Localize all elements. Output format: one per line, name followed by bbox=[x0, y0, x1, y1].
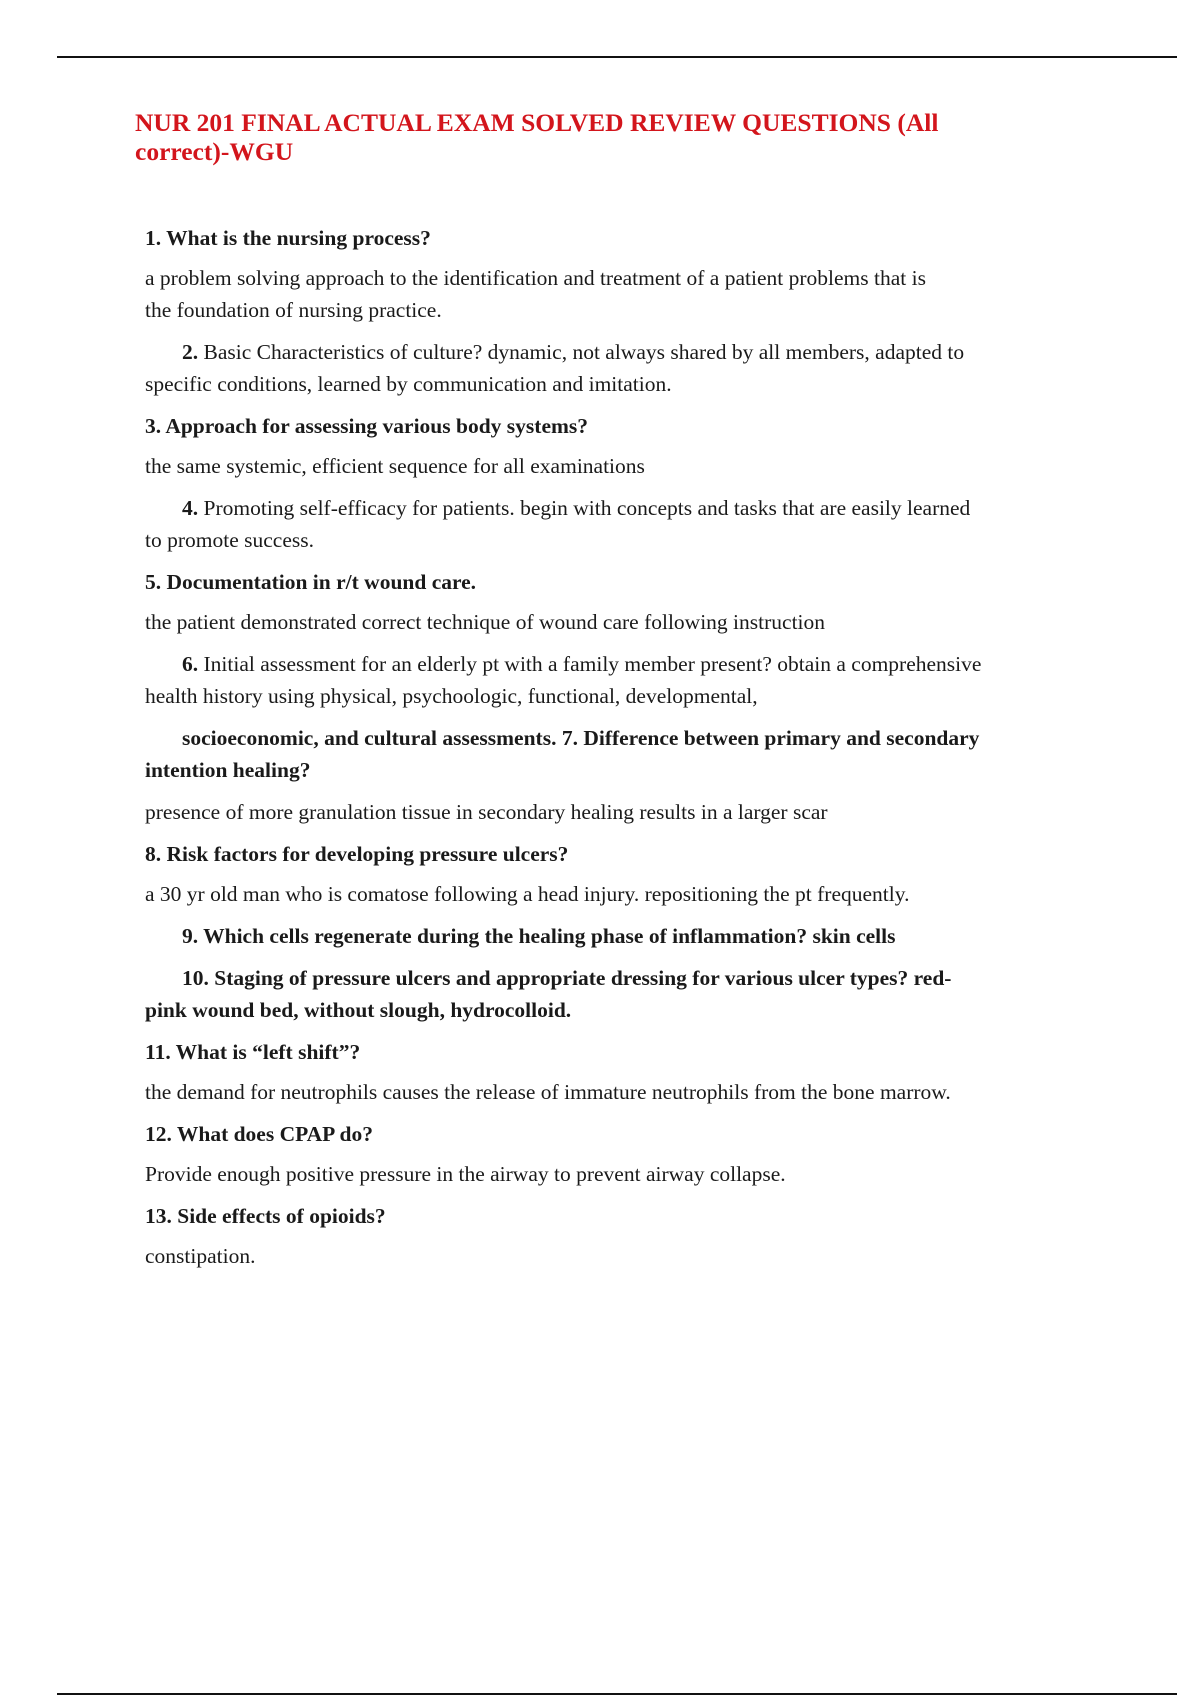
answer-12: Provide enough positive pressure in the airway to prevent airway collapse. bbox=[145, 1162, 786, 1186]
question-10-line-1: 10. Staging of pressure ulcers and appropriate dressing for various ulcer types? red- bbox=[182, 966, 952, 990]
question-6-paragraph bbox=[145, 648, 1080, 712]
answer-7: presence of more granulation tissue in secondary healing results in a larger scar bbox=[145, 800, 828, 824]
answer-1-line-2: the foundation of nursing practice. bbox=[145, 298, 442, 322]
question-7-line-2: intention healing? bbox=[145, 758, 311, 782]
header-rule bbox=[57, 56, 1177, 58]
answer-8: a 30 yr old man who is comatose following a head injury. repositioning the pt frequently. bbox=[145, 882, 910, 906]
question-list bbox=[145, 218, 1080, 1282]
question-4-number: 4. bbox=[182, 496, 199, 520]
question-10-paragraph bbox=[145, 962, 1080, 1026]
question-1: 1. What is the nursing process? bbox=[145, 226, 431, 250]
question-8: 8. Risk factors for developing pressure ulcers? bbox=[145, 842, 569, 866]
footer-rule bbox=[57, 1693, 1177, 1695]
question-4-line-2: to promote success. bbox=[145, 528, 314, 552]
question-2-text: Basic Characteristics of culture? dynamic, not always shared by all members, adapted to bbox=[198, 340, 965, 364]
question-6-number: 6. bbox=[182, 652, 199, 676]
question-6-text: Initial assessment for an elderly pt with a family member present? obtain a comprehensive bbox=[198, 652, 982, 676]
question-13: 13. Side effects of opioids? bbox=[145, 1204, 386, 1228]
answer-5: the patient demonstrated correct technique of wound care following instruction bbox=[145, 610, 826, 634]
answer-11: the demand for neutrophils causes the release of immature neutrophils from the bone marrow. bbox=[145, 1080, 951, 1104]
question-4-paragraph bbox=[145, 492, 1080, 556]
question-2-paragraph bbox=[145, 336, 1080, 400]
answer-13: constipation. bbox=[145, 1244, 256, 1268]
question-11: 11. What is “left shift”? bbox=[145, 1040, 361, 1064]
question-2-number: 2. bbox=[182, 340, 199, 364]
question-5: 5. Documentation in r/t wound care. bbox=[145, 570, 477, 594]
title-line-1: NUR 201 FINAL ACTUAL EXAM SOLVED REVIEW QUESTIONS (All bbox=[135, 108, 939, 137]
question-2-line-2: specific conditions, learned by communication and imitation. bbox=[145, 372, 672, 396]
question-4-text: Promoting self-efficacy for patients. begin with concepts and tasks that are easily learned bbox=[198, 496, 971, 520]
document-title bbox=[135, 108, 1035, 166]
answer-3: the same systemic, efficient sequence for all examinations bbox=[145, 454, 645, 478]
title-line-2: correct)-WGU bbox=[135, 137, 294, 166]
question-10-line-2: pink wound bed, without slough, hydrocolloid. bbox=[145, 998, 572, 1022]
question-12: 12. What does CPAP do? bbox=[145, 1122, 373, 1146]
question-9: 9. Which cells regenerate during the healing phase of inflammation? skin cells bbox=[182, 924, 896, 948]
answer-1-line-1: a problem solving approach to the identification and treatment of a patient problems that is bbox=[145, 266, 926, 290]
question-3: 3. Approach for assessing various body systems? bbox=[145, 414, 589, 438]
question-9-paragraph bbox=[145, 920, 1080, 952]
question-6-line-2: health history using physical, psychoologic, functional, developmental, bbox=[145, 684, 758, 708]
question-7-paragraph bbox=[145, 722, 1080, 786]
question-7-line-1: socioeconomic, and cultural assessments. 7. Difference between primary and secondary bbox=[182, 726, 980, 750]
